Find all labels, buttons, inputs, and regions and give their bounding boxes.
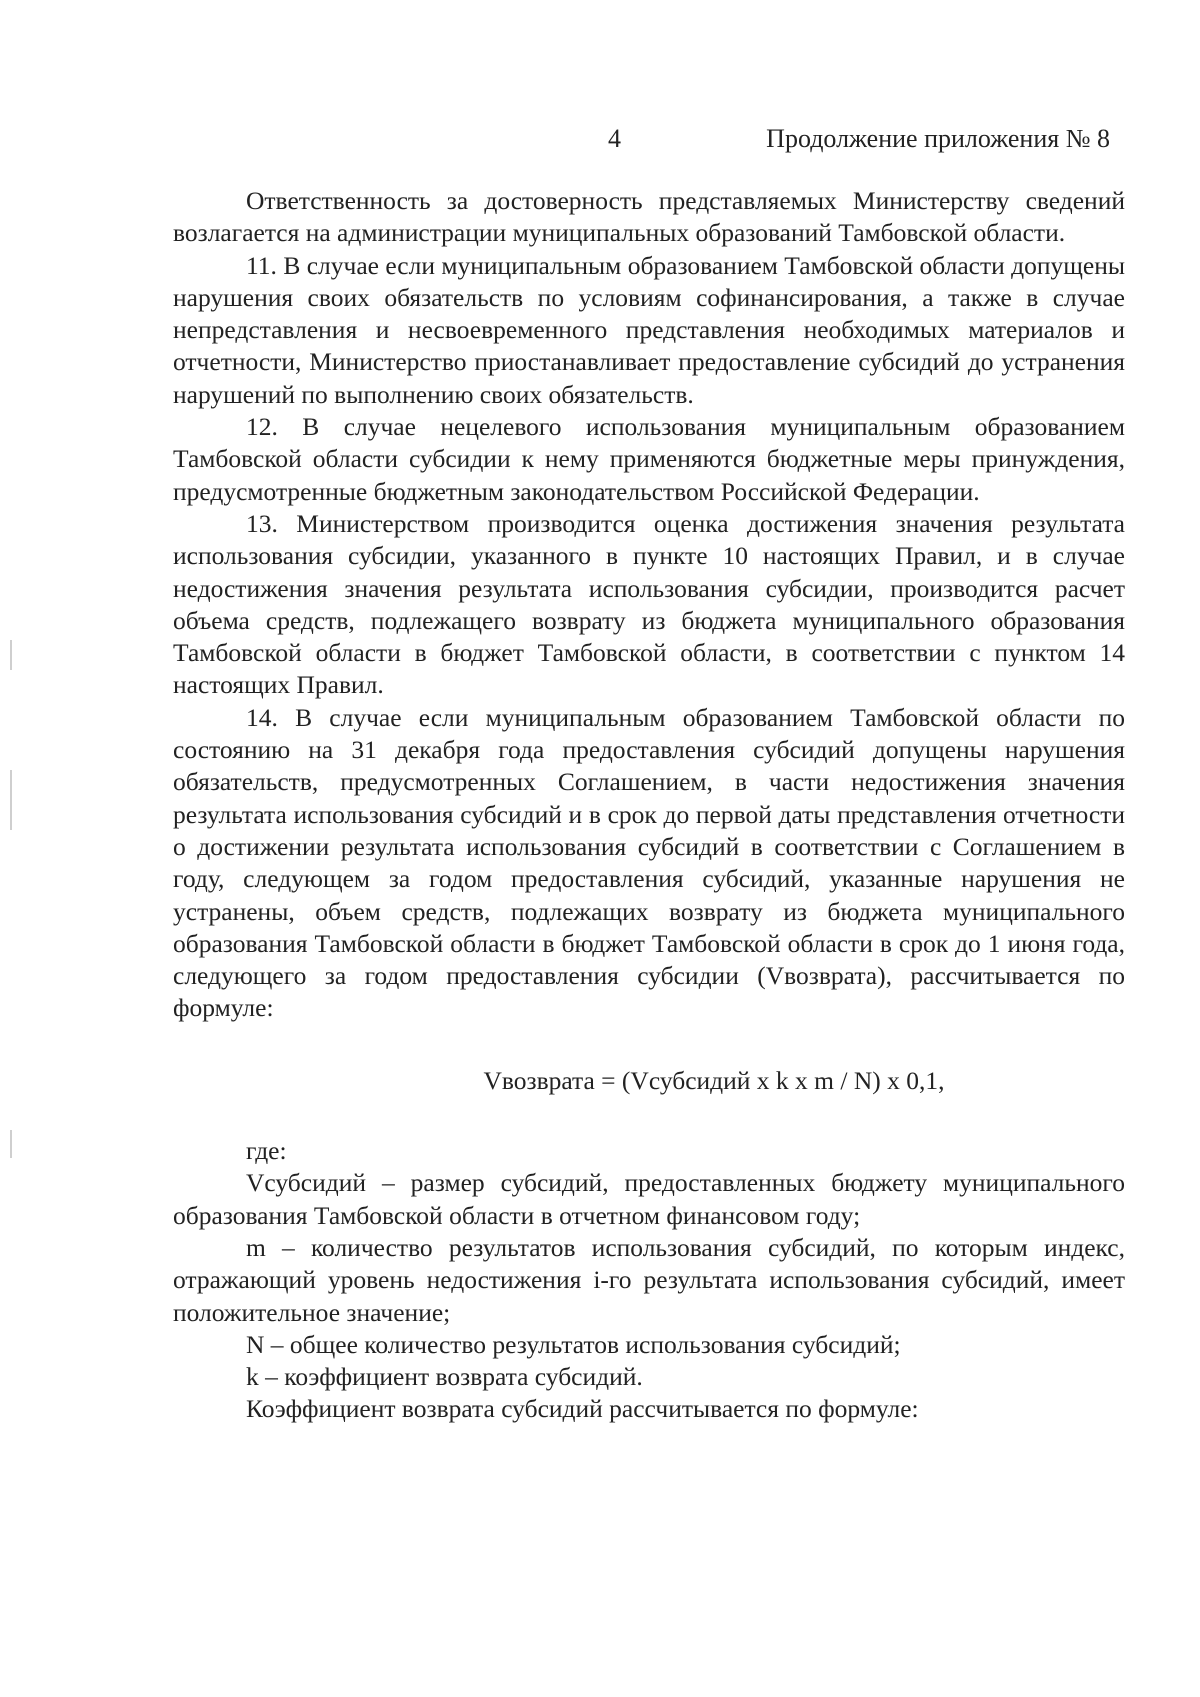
scan-artifact: [10, 770, 12, 830]
scan-artifact: [10, 640, 12, 670]
paragraph-11: 11. В случае если муниципальным образованием Тамбовской области допущены нарушения своих обязательств по условиям софинансирования, а также в случае непредставления и несвоевременного представления необходимых материалов и отчетности, Министерство приостанавливает предоставление субсидий до устранения нарушений по выполнению своих обязательств.: [173, 250, 1125, 409]
scan-artifact: [10, 1130, 12, 1158]
coefficient-formula-intro: Коэффициент возврата субсидий рассчитывается по формуле:: [246, 1394, 919, 1424]
formula-return-volume: Vвозврата = (Vсубсидий x k x m / N) x 0,1,: [483, 1065, 945, 1095]
definition-n: N – общее количество результатов использования субсидий;: [246, 1329, 901, 1359]
definition-v-subsidies: Vсубсидий – размер субсидий, предоставленных бюджету муниципального образования Тамбовской области в отчетном финансовом году;: [173, 1168, 1125, 1230]
where-label: где:: [246, 1136, 287, 1166]
document-body: [173, 185, 1125, 1426]
definition-k: k – коэффициент возврата субсидий.: [246, 1362, 643, 1392]
definition-m: m – количество результатов использования субсидий, по которым индекс, отражающий уровень недостижения i-го результата использования субсидий, имеет положительное значение;: [173, 1232, 1125, 1327]
page-header: [0, 124, 1200, 164]
paragraph-12: 12. В случае нецелевого использования муниципальным образованием Тамбовской области субсидии к нему применяются бюджетные меры принуждения, предусмотренные бюджетным законодательством Российской Федерации.: [173, 412, 1125, 506]
paragraph-13: 13. Министерством производится оценка достижения значения результата использования субсидии, указанного в пункте 10 настоящих Правил, и в случае недостижения значения результата использования субсидии, производится расчет объема средств, подлежащего возврату из бюджета муниципального образования Тамбовской области в бюджет Тамбовской области, в соответствии с пунктом 14 настоящих Правил.: [173, 508, 1125, 700]
appendix-continuation-title: Продолжение приложения № 8: [766, 124, 1110, 153]
page-number: 4: [608, 124, 621, 153]
paragraph-14: 14. В случае если муниципальным образованием Тамбовской области по состоянию на 31 декабря года предоставления субсидий допущены нарушения обязательств, предусмотренных Соглашением, в части недостижения значения результата использования субсидий и в срок до первой даты представления отчетности о достижении результата использования субсидий в соответствии с Соглашением в году, следующем за годом предоставления субсидий, указанные нарушения не устранены, объем средств, подлежащих возврату из бюджета муниципального образования Тамбовской области в бюджет Тамбовской области в срок до 1 июня года, следующего за годом предоставления субсидии (Vвозврата), рассчитывается по формуле:: [173, 702, 1125, 1023]
paragraph-responsibility: Ответственность за достоверность представляемых Министерству сведений возлагается на администрации муниципальных образований Тамбовской области.: [173, 186, 1125, 248]
